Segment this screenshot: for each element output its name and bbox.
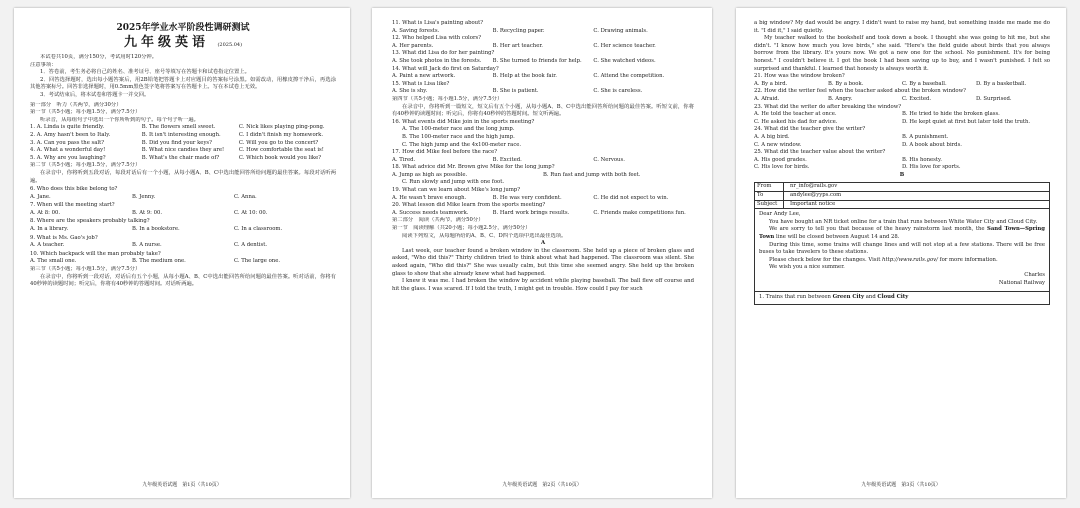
- passage-label: B: [899, 171, 905, 178]
- section-heading: 第三节（共5小题；每小题1.5分，满分7.5分）: [30, 266, 141, 273]
- question-stem: 23. What did the writer do after breaking the window?: [754, 103, 902, 110]
- question-stem: 13. What did Lisa do for her painting?: [392, 50, 495, 57]
- page-footer: 九年级英语试题 第2页（共10页）: [502, 482, 582, 489]
- question-stem: 22. How did the writer feel when the teacher asked about the broken window?: [754, 88, 966, 95]
- email-paragraph: Please check below for the changes. Visit http://www.rails.gov/ for more information.: [769, 256, 998, 263]
- schedule-change-row: 1. Trains that run between Green City and Cloud City: [755, 291, 1049, 304]
- question-stem: 6. Who does this bike belong to?: [30, 186, 118, 193]
- question-stem: 14. What will Jack do first on Saturday?: [392, 65, 499, 72]
- question-row: 1. A. Linda is quite friendly. B. The flowers smell sweet. C. Nick likes playing ping-pong.: [30, 124, 325, 131]
- section-instructions: 阅读下列短文，从每题所给的A、B、C、D四个选项中选出最佳选项。: [402, 232, 567, 239]
- answer-options: A. He wasn't brave enough. B. He was very confident. C. He did not expect to win.: [392, 194, 669, 201]
- answer-options: A. Her parents. B. Her art teacher. C. Her science teacher.: [392, 42, 656, 49]
- question-stem: 21. How was the window broken?: [754, 73, 845, 80]
- answer-options: A. Jane. B. Jenny. C. Anna.: [30, 193, 257, 200]
- note-item: 1．答卷前，考生务必将自己的姓名、准考证号、座号等填写在答题卡和试卷指定位置上。: [40, 69, 250, 76]
- question-stem: 11. What is Lisa's painting about?: [392, 20, 484, 26]
- question-row: 2. A. Amy hasn't been to Italy. B. It isn't interesting enough. C. I didn't finish my homework.: [30, 131, 324, 138]
- email-signature-org: National Railway: [998, 279, 1045, 286]
- section-instructions: 在录音中，你将听到一段对话，对话后有五个小题，从每小题A、B、C中选出能回答所给问题的最佳答案。听对话前，你将有40秒钟的读题时间；听完后，你将有40秒钟的答题时间。对话听两遍。: [30, 273, 336, 288]
- answer-options: A. The small one. B. The medium one. C. The large one.: [30, 258, 281, 265]
- answer-options: A. She is shy. B. She is patient. C. She is careless.: [392, 88, 643, 95]
- email-closing: We wish you a nice summer.: [769, 264, 845, 271]
- page-1: [14, 8, 350, 498]
- exam-title: 2025年学业水平阶段性调研测试: [116, 23, 250, 33]
- notes-title: 注意事项：: [30, 61, 57, 68]
- question-stem: 19. What can we learn about Mike's long jump?: [392, 187, 521, 194]
- email-paragraph: During this time, some trains will change lines and will not stop at a few stations. There will be free buses to take travelers to these stations.: [759, 241, 1045, 256]
- answer-options: A. His good grades. B. His honesty.: [754, 156, 942, 163]
- question-stem: 20. What lesson did Mike learn from the sports meeting?: [392, 202, 546, 209]
- answer-options: A. Afraid. B. Angry. C. Excited. D. Surprised.: [754, 95, 1012, 102]
- section-instructions: 在录音中，你将听到五段对话，每段对话后有一个小题，从每小题A、B、C中选出能回答所给问题的最佳答案。每段对话听两遍。: [30, 169, 336, 184]
- answer-option: C. Run slowly and jump with one foot.: [402, 179, 505, 186]
- answer-options: A. A teacher. B. A nurse. C. A dentist.: [30, 242, 268, 249]
- question-stem: 25. What did the teacher value about the writer?: [754, 149, 886, 156]
- section-instructions: 听录音，从每组句子中选出一个你所听到的句子。每个句子听一遍。: [40, 116, 199, 123]
- question-row: 4. A. What a wonderful day! B. What nice candies they are! C. How comfortable the seat is!: [30, 147, 324, 154]
- passage-paragraph: My teacher walked to the bookshelf and took down a book. I thought she was going to hit me, but she didn't. "I know how much you love birds," she said. "Here's the field guide about birds that you always borrow from the library. It's yours now. We got a new one for the school. No punishment. It's for being honest." I couldn't believe it. I got the book I had been saving up to buy, and I wasn't punished. I felt so surprised and thankful. I learned that honesty is always worth it.: [754, 35, 1050, 72]
- passage-paragraph: a big window? My dad would be angry. I didn't want to raise my hand, but something inside me made me do it. "I did it," I said quietly.: [754, 20, 1050, 34]
- answer-options: A. He told the teacher at once. B. He tried to hide the broken glass.: [754, 111, 1000, 118]
- question-stem: 8. Where are the speakers probably talking?: [30, 218, 150, 225]
- section-heading: 第四节（共5小题；每小题1.5分，满分7.5分）: [392, 95, 503, 102]
- answer-options: A. Saving forests. B. Recycling paper. C. Drawing animals.: [392, 27, 648, 34]
- answer-options: C. He asked his dad for advice. D. He kept quiet at first but later told the truth.: [754, 118, 1031, 125]
- answer-options: A. Jump as high as possible. B. Run fast and jump with both feet.: [392, 171, 641, 178]
- question-row: 3. A. Can you pass the salt? B. Did you find your keys? C. Will you go to the concert?: [30, 139, 319, 146]
- note-item: 3．考试结束后，将本试卷和答题卡一并交回。: [40, 91, 150, 98]
- section-heading: 第二节（共5小题；每小题1.5分，满分7.5分）: [30, 162, 141, 169]
- email-body: [755, 209, 1049, 291]
- passage-label: A: [540, 240, 546, 247]
- email-from-row: From nr_info@rails.gov: [755, 183, 1049, 192]
- answer-options: A. By a bird. B. By a book. C. By a baseball. D. By a basketball.: [754, 80, 1027, 87]
- answer-options: C. A new window. D. A book about birds.: [754, 141, 962, 148]
- exam-subject: 九年级英语 (2025.04): [123, 35, 243, 50]
- page-3: [736, 8, 1066, 498]
- question-stem: 7. When will the meeting start?: [30, 202, 115, 209]
- question-stem: 17. How did Mike feel before the race?: [392, 149, 498, 156]
- answer-options: A. Tired. B. Excited. C. Nervous.: [392, 156, 625, 163]
- question-stem: 18. What advice did Mr. Brown give Mike for the long jump?: [392, 164, 555, 171]
- passage-paragraph: I knew it was me. I had broken the window by accident while playing baseball. The ball flew off course and hit the glass. I was scared. If I told the truth, I might get in trouble. How could I pay for such: [392, 278, 694, 292]
- question-stem: 12. Who helped Lisa with colors?: [392, 35, 482, 42]
- answer-options: C. His love for birds. D. His love for sports.: [754, 164, 961, 171]
- answer-options: A. Success needs teamwork. B. Hard work brings results. C. Friends make competitions fun.: [392, 209, 686, 216]
- email-subject-row: Subject Important notice: [755, 201, 1049, 210]
- passage-paragraph: Last week, our teacher found a broken window in the classroom. She held up a piece of broken glass and asked, "Who did this?" Thirty children tried to think about what had happened. The classroom was silent. She asked again, "Who did this?" She was usually calm, but this time she seemed angry. She held up the broken glass to show that she already knew what had happened.: [392, 247, 694, 277]
- question-stem: 16. What events did Mike join in the sports meeting?: [392, 118, 535, 125]
- answer-option: C. The high jump and the 4x100-meter race.: [402, 141, 522, 148]
- email-box: [754, 182, 1050, 304]
- note-item: 2．回答选择题时，选出每小题答案后，用2B铅笔把答题卡上对应题目的答案标号涂黑。如需改动，用橡皮擦干净后，再选涂其他答案标号。回答非选择题时，用0.5mm黑色签字笔将答案写在答题卡上。写在本试卷上无效。: [30, 76, 336, 91]
- answer-options: A. At 8: 00. B. At 9: 00. C. At 10: 00.: [30, 209, 268, 216]
- page-footer: 九年级英语试题 第1页（共10页）: [142, 482, 222, 489]
- email-paragraph: We are sorry to tell you that because of the heavy rainstorm last month, the Sand Town—Spring Town line will be closed between August 14 and 28.: [759, 226, 1045, 241]
- page-2: [372, 8, 712, 498]
- email-to-row: To andylee@yyps.com: [755, 192, 1049, 201]
- answer-options: A. A big bird. B. A punishment.: [754, 133, 949, 140]
- question-stem: 9. What is Ms. Gao's job?: [30, 234, 98, 241]
- question-stem: 15. What is Lisa like?: [392, 80, 450, 87]
- answer-options: A. She took photos in the forests. B. She turned to friends for help. C. She watched videos.: [392, 57, 656, 64]
- rails-link[interactable]: http://www.rails.gov/: [882, 256, 938, 263]
- answer-options: A. In a library. B. In a bookstore. C. In a classroom.: [30, 226, 283, 233]
- answer-options: A. Paint a new artwork. B. Help at the book fair. C. Attend the competition.: [392, 73, 665, 80]
- question-stem: 24. What did the teacher give the writer?: [754, 126, 866, 133]
- email-greeting: Dear Andy Lee,: [759, 211, 801, 218]
- section-heading: 第一节 阅读理解（共20小题；每小题2.5分，满分50分）: [392, 225, 531, 232]
- answer-option: A. The 100-meter race and the long jump.: [402, 126, 515, 133]
- email-signature-name: Charles: [1024, 272, 1045, 278]
- answer-option: B. The 100-meter race and the high jump.: [402, 133, 515, 140]
- section-heading: 第一节（共5小题；每小题1.5分，满分7.5分）: [30, 109, 141, 116]
- question-row: 5. A. Why are you laughing? B. What's the chair made of? C. Which book would you like?: [30, 154, 322, 161]
- question-stem: 10. Which backpack will the man probably take?: [30, 250, 161, 257]
- page-footer: 九年级英语试题 第3页（共10页）: [861, 482, 941, 489]
- exam-intro: 本试卷共10页，满分150分，考试用时120分钟。: [40, 54, 158, 60]
- email-paragraph: You have bought an NR ticket online for a train that runs between White Water City and Cloud City.: [769, 218, 1038, 225]
- part-heading: 第一部分 听力（共两节，满分30分）: [30, 101, 122, 108]
- part-heading: 第二部分 阅读（共两节，满分50分）: [392, 217, 484, 224]
- section-instructions: 在录音中，你将听到一篇短文，短文后有五个小题，从每小题A、B、C中选出能回答所给问题的最佳答案。听短文前，你将有40秒钟的读题时间；听完后，你将有40秒钟的答题时间。短文听两遍。: [392, 103, 694, 118]
